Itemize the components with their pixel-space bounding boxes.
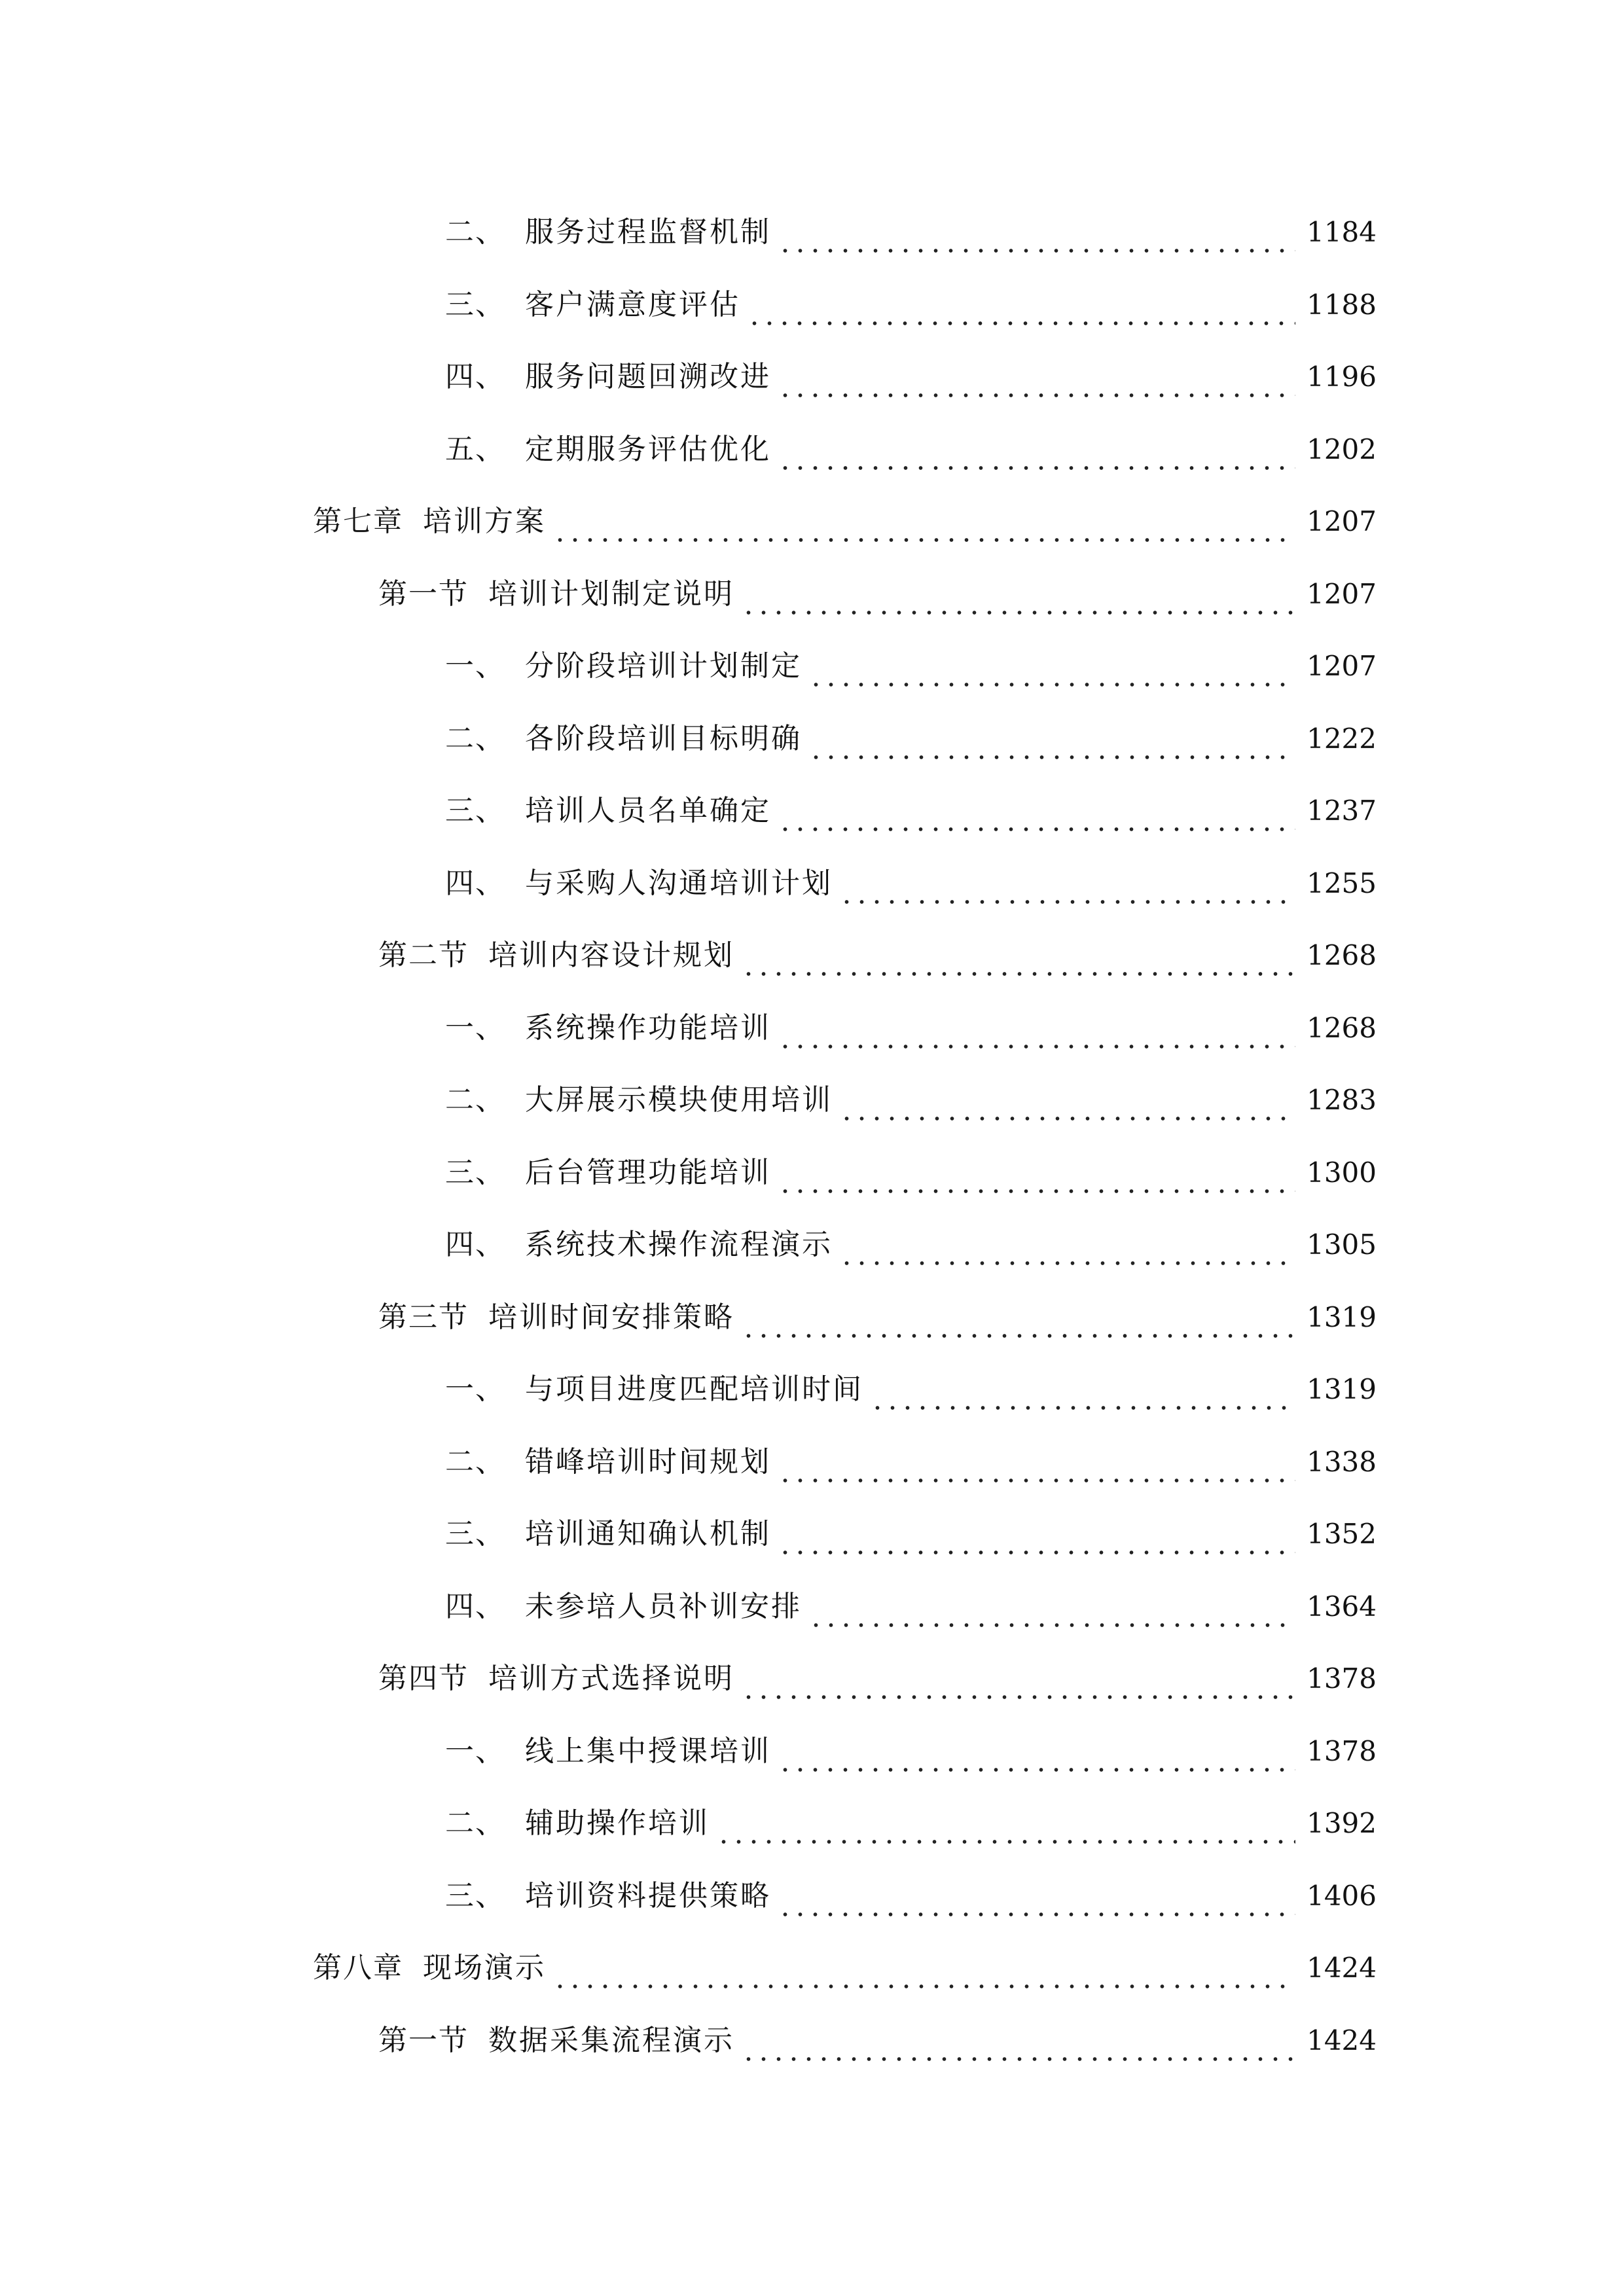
- toc-dot-leader: [778, 1526, 1295, 1555]
- toc-entry-number: 三、: [445, 794, 505, 828]
- toc-entry-page: 1424: [1307, 1952, 1377, 1984]
- toc-dot-leader: [839, 876, 1295, 905]
- toc-entry-title: 辅助操作培训: [525, 1806, 710, 1840]
- toc-dot-leader: [716, 1816, 1295, 1844]
- toc-entry-number: 二、: [445, 215, 505, 249]
- toc-entry-page: 1188: [1307, 288, 1377, 321]
- toc-entry-title: 培训方案: [423, 505, 546, 539]
- toc-entry-number: 四、: [445, 1228, 505, 1262]
- toc-entry-number: 第三节: [378, 1300, 469, 1334]
- toc-dot-leader: [741, 1671, 1295, 1700]
- toc-entry-number: 一、: [445, 1372, 505, 1407]
- toc-entry-item[interactable]: [0, 414, 1624, 486]
- toc-entry-number: 三、: [445, 1878, 505, 1912]
- toc-entry-title: 培训资料提供策略: [525, 1878, 771, 1912]
- toc-entry-item[interactable]: [0, 630, 1624, 703]
- toc-dot-leader: [741, 948, 1295, 977]
- toc-dot-leader: [778, 803, 1295, 832]
- toc-entry-page: 1222: [1307, 722, 1377, 755]
- toc-entry-section[interactable]: [0, 2005, 1624, 2077]
- toc-entry-title: 系统操作功能培训: [525, 1011, 771, 1045]
- toc-entry-page: 1207: [1307, 650, 1377, 683]
- toc-entry-number: 一、: [445, 649, 505, 683]
- toc-entry-title: 线上集中授课培训: [525, 1734, 771, 1768]
- toc-dot-leader: [778, 224, 1295, 253]
- toc-dot-leader: [552, 514, 1295, 543]
- toc-entry-item[interactable]: [0, 196, 1624, 269]
- toc-entry-title: 错峰培训时间规划: [525, 1444, 771, 1479]
- toc-entry-section[interactable]: [0, 1282, 1624, 1354]
- toc-entry-title: 培训方式选择说明: [488, 1662, 734, 1696]
- toc-entry-item[interactable]: [0, 1787, 1624, 1860]
- toc-dot-leader: [778, 1744, 1295, 1772]
- toc-entry-chapter[interactable]: [0, 1932, 1624, 2005]
- toc-dot-leader: [778, 1020, 1295, 1049]
- toc-entry-number: 四、: [445, 866, 505, 900]
- toc-entry-page: 1364: [1307, 1590, 1377, 1623]
- toc-dot-leader: [741, 2033, 1295, 2062]
- toc-entry-page: 1378: [1307, 1734, 1377, 1767]
- toc-entry-page: 1300: [1307, 1156, 1377, 1189]
- toc-dot-leader: [808, 731, 1295, 760]
- toc-entry-number: 第四节: [378, 1662, 469, 1696]
- toc-entry-number: 第一节: [378, 577, 469, 611]
- toc-entry-page: 1319: [1307, 1300, 1377, 1333]
- toc-dot-leader: [741, 586, 1295, 615]
- toc-entry-number: 四、: [445, 1589, 505, 1623]
- toc-entry-number: 一、: [445, 1734, 505, 1768]
- toc-entry-number: 第七章: [313, 505, 403, 539]
- toc-dot-leader: [741, 1310, 1295, 1338]
- toc-entry-title: 定期服务评估优化: [525, 432, 771, 466]
- toc-entry-number: 三、: [445, 287, 505, 321]
- toc-dot-leader: [778, 1454, 1295, 1483]
- toc-entry-page: 1338: [1307, 1445, 1377, 1478]
- toc-entry-item[interactable]: [0, 1209, 1624, 1282]
- toc-dot-leader: [870, 1382, 1295, 1410]
- toc-entry-number: 三、: [445, 1517, 505, 1551]
- toc-entry-title: 系统技术操作流程演示: [525, 1228, 833, 1262]
- toc-entry-title: 分阶段培训计划制定: [525, 649, 802, 683]
- toc-entry-item[interactable]: [0, 775, 1624, 848]
- toc-entry-chapter[interactable]: [0, 486, 1624, 558]
- toc-entry-page: 1424: [1307, 2024, 1377, 2056]
- toc-dot-leader: [778, 442, 1295, 471]
- toc-entry-page: 1352: [1307, 1518, 1377, 1551]
- toc-entry-number: 三、: [445, 1155, 505, 1189]
- toc-entry-title: 现场演示: [423, 1951, 546, 1985]
- toc-dot-leader: [778, 1888, 1295, 1917]
- toc-entry-page: 1255: [1307, 867, 1377, 899]
- toc-entry-item[interactable]: [0, 1571, 1624, 1643]
- toc-dot-leader: [747, 297, 1295, 326]
- toc-entry-item[interactable]: [0, 1426, 1624, 1499]
- toc-dot-leader: [778, 1165, 1295, 1194]
- toc-entry-page: 1283: [1307, 1084, 1377, 1117]
- toc-entry-item[interactable]: [0, 341, 1624, 414]
- toc-dot-leader: [839, 1092, 1295, 1121]
- toc-entry-number: 四、: [445, 360, 505, 394]
- toc-entry-title: 大屏展示模块使用培训: [525, 1083, 833, 1117]
- toc-entry-number: 二、: [445, 1083, 505, 1117]
- toc-entry-item[interactable]: [0, 1137, 1624, 1210]
- toc-entry-number: 二、: [445, 721, 505, 755]
- toc-entry-title: 培训计划制定说明: [488, 577, 734, 611]
- toc-entry-item[interactable]: [0, 269, 1624, 342]
- toc-entry-title: 各阶段培训目标明确: [525, 721, 802, 755]
- toc-entry-item[interactable]: [0, 992, 1624, 1065]
- toc-entry-number: 二、: [445, 1806, 505, 1840]
- toc-entry-page: 1406: [1307, 1879, 1377, 1912]
- toc-entry-page: 1268: [1307, 1011, 1377, 1044]
- toc-dot-leader: [808, 658, 1295, 687]
- toc-entry-number: 一、: [445, 1011, 505, 1045]
- toc-entry-page: 1378: [1307, 1662, 1377, 1695]
- toc-entry-title: 数据采集流程演示: [488, 2023, 734, 2057]
- toc-entry-item[interactable]: [0, 1354, 1624, 1426]
- toc-entry-title: 服务过程监督机制: [525, 215, 771, 249]
- toc-entry-number: 第一节: [378, 2023, 469, 2057]
- table-of-contents: [0, 196, 1624, 2077]
- toc-entry-title: 未参培人员补训安排: [525, 1589, 802, 1623]
- toc-entry-page: 1268: [1307, 939, 1377, 972]
- toc-entry-item[interactable]: [0, 1715, 1624, 1788]
- toc-entry-title: 培训时间安排策略: [488, 1300, 734, 1334]
- toc-dot-leader: [778, 369, 1295, 398]
- toc-entry-page: 1196: [1307, 361, 1377, 393]
- toc-entry-number: 第二节: [378, 939, 469, 973]
- toc-dot-leader: [808, 1599, 1295, 1628]
- toc-entry-page: 1319: [1307, 1373, 1377, 1406]
- toc-entry-page: 1237: [1307, 795, 1377, 827]
- toc-entry-item[interactable]: [0, 1498, 1624, 1571]
- toc-entry-page: 1202: [1307, 433, 1377, 465]
- toc-entry-page: 1392: [1307, 1807, 1377, 1840]
- toc-entry-page: 1305: [1307, 1229, 1377, 1261]
- toc-entry-number: 二、: [445, 1444, 505, 1479]
- toc-dot-leader: [552, 1960, 1295, 1989]
- toc-entry-title: 服务问题回溯改进: [525, 360, 771, 394]
- toc-entry-title: 培训人员名单确定: [525, 794, 771, 828]
- toc-entry-item[interactable]: [0, 1860, 1624, 1933]
- toc-entry-section[interactable]: [0, 920, 1624, 992]
- toc-entry-title: 与采购人沟通培训计划: [525, 866, 833, 900]
- toc-entry-page: 1207: [1307, 505, 1377, 538]
- toc-entry-section[interactable]: [0, 558, 1624, 631]
- toc-entry-number: 第八章: [313, 1951, 403, 1985]
- toc-entry-section[interactable]: [0, 1643, 1624, 1715]
- toc-entry-page: 1207: [1307, 577, 1377, 610]
- toc-entry-title: 培训通知确认机制: [525, 1517, 771, 1551]
- toc-entry-title: 培训内容设计规划: [488, 939, 734, 973]
- toc-entry-item[interactable]: [0, 703, 1624, 776]
- toc-entry-item[interactable]: [0, 848, 1624, 920]
- toc-entry-title: 客户满意度评估: [525, 287, 740, 321]
- toc-entry-item[interactable]: [0, 1064, 1624, 1137]
- toc-entry-page: 1184: [1307, 216, 1377, 249]
- toc-entry-number: 五、: [445, 432, 505, 466]
- toc-entry-title: 后台管理功能培训: [525, 1155, 771, 1189]
- toc-entry-title: 与项目进度匹配培训时间: [525, 1372, 863, 1407]
- toc-dot-leader: [839, 1237, 1295, 1266]
